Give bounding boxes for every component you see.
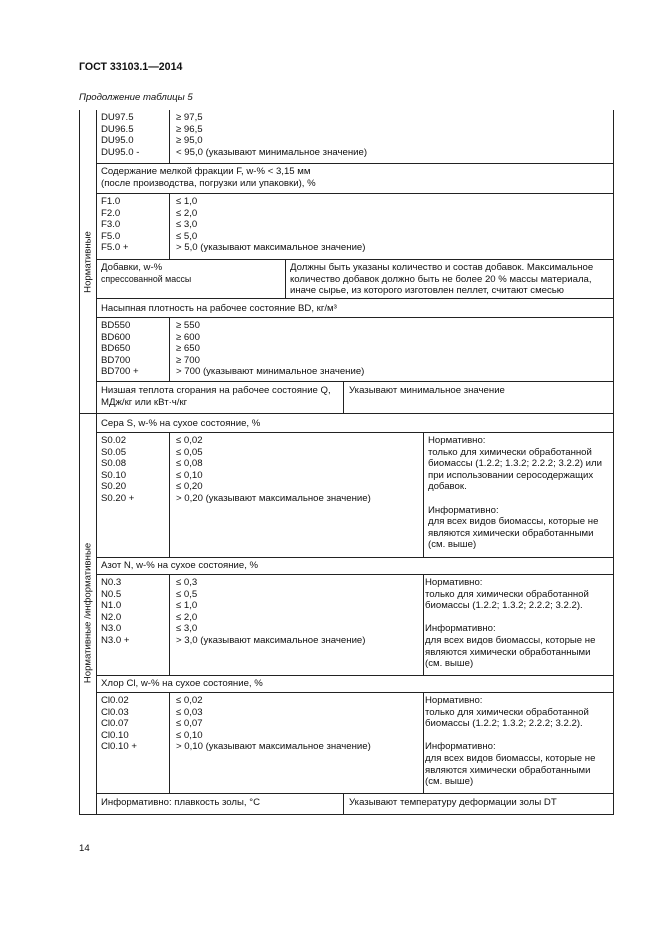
chlorine-value: ≤ 0,03 <box>176 706 203 718</box>
chlorine-note <box>425 695 595 788</box>
du-codes <box>101 112 139 158</box>
col-line <box>169 317 170 381</box>
nitrogen-code: N3.0 + <box>101 634 130 646</box>
additives-text-line: иначе сырье, из которого изготовлен пеллет, считают смесью <box>290 285 564 297</box>
col-line <box>169 432 170 557</box>
col-line <box>169 692 170 793</box>
chlorine-heading: Хлор Cl, w-% на сухое состояние, % <box>101 678 263 689</box>
du-value: ≥ 95,0 <box>176 135 203 147</box>
fines-codes <box>101 196 128 254</box>
table-border-right <box>613 110 614 815</box>
sulfur-codes <box>101 435 134 505</box>
row-line <box>96 163 613 164</box>
row-line <box>96 574 613 575</box>
side-label-normative: Нормативные <box>82 231 94 293</box>
col-line <box>169 110 170 163</box>
note-line: для всех видов биомассы, которые не <box>425 634 596 646</box>
note-line: Информативно: <box>425 741 496 753</box>
table-border-bottom <box>79 814 614 815</box>
row-line <box>96 193 613 194</box>
additives-text-line: количество добавок должно быть не более 20 % массы материала, <box>290 273 592 285</box>
sulfur-value: > 0,20 (указывают максимальное значение) <box>176 492 371 504</box>
heat-label-units: МДж/кг или кВт·ч/кг <box>101 397 188 408</box>
fines-code: F5.0 + <box>101 242 129 254</box>
note-line: Нормативно: <box>425 695 483 706</box>
fines-heading: Содержание мелкой фракции F, w-% < 3,15 мм <box>101 166 311 177</box>
sulfur-code: S0.08 <box>101 458 127 470</box>
density-code: BD550 <box>101 320 131 331</box>
du-code: DU95.0 - <box>101 146 140 158</box>
side-column-divider <box>96 110 97 815</box>
nitrogen-value: ≤ 0,5 <box>176 588 198 600</box>
fines-value: > 5,0 (указывают максимальное значение) <box>176 242 366 254</box>
row-line <box>96 692 613 693</box>
fines-heading-cont: (после производства, погрузки или упаковки), % <box>101 178 316 189</box>
du-values <box>176 112 367 158</box>
note-line: (см. выше) <box>425 658 474 670</box>
note-line: (см. выше) <box>428 539 477 551</box>
col-line <box>285 259 286 298</box>
row-line <box>96 298 613 299</box>
nitrogen-heading: Азот N, w-% на сухое состояние, % <box>101 560 259 571</box>
chlorine-value: ≤ 0,07 <box>176 718 203 730</box>
additives-label-sub: спрессованной массы <box>101 274 192 284</box>
chlorine-value: > 0,10 (указывают максимальное значение) <box>176 741 371 753</box>
note-line: добавок. <box>428 481 467 493</box>
du-value: ≥ 96,5 <box>176 123 203 135</box>
nitrogen-value: ≤ 0,3 <box>176 577 198 588</box>
sulfur-value: ≤ 0,05 <box>176 446 203 458</box>
chlorine-code: Cl0.10 <box>101 729 129 741</box>
density-value: ≥ 650 <box>176 343 200 355</box>
du-code: DU95.0 <box>101 135 134 147</box>
du-value: < 95,0 (указывают минимальное значение) <box>176 146 368 158</box>
chlorine-code: Cl0.10 + <box>101 741 137 753</box>
sulfur-heading: Сера S, w-% на сухое состояние, % <box>101 418 261 429</box>
ash-text: Указывают температуру деформации золы DT <box>349 797 557 808</box>
fines-value: ≤ 1,0 <box>176 196 198 207</box>
document-title: ГОСТ 33103.1—2014 <box>79 61 183 73</box>
note-line: биомассы (1.2.2; 1.3.2; 2.2.2; 3.2.2) или <box>428 458 602 470</box>
nitrogen-value: > 3,0 (указывают максимальное значение) <box>176 634 366 646</box>
chlorine-code: Cl0.07 <box>101 718 129 730</box>
sulfur-code: S0.20 + <box>101 492 135 504</box>
density-value: ≥ 600 <box>176 331 200 343</box>
additives-text-line: Должны быть указаны количество и состав добавок. Максимальное <box>290 262 594 273</box>
note-line: при использовании серосодержащих <box>428 469 594 481</box>
note-line: только для химически обработанной <box>425 706 589 718</box>
sulfur-value: ≤ 0,20 <box>176 481 203 493</box>
nitrogen-value: ≤ 1,0 <box>176 600 198 612</box>
du-value: ≥ 97,5 <box>176 112 203 123</box>
heat-label: Низшая теплота сгорания на рабочее состояние Q, <box>101 385 331 396</box>
row-line <box>96 675 613 676</box>
note-line: (см. выше) <box>425 776 474 788</box>
table-caption: Продолжение таблицы 5 <box>79 92 193 103</box>
note-line: Нормативно: <box>425 577 483 588</box>
nitrogen-code: N3.0 <box>101 623 122 635</box>
fines-code: F3.0 <box>101 219 121 231</box>
ash-label: Информативно: плавкость золы, °С <box>101 797 261 808</box>
chlorine-value: ≤ 0,10 <box>176 729 203 741</box>
sulfur-value: ≤ 0,02 <box>176 435 203 446</box>
chlorine-value: ≤ 0,02 <box>176 695 203 706</box>
heat-text: Указывают минимальное значение <box>349 385 505 396</box>
sulfur-note <box>428 435 602 551</box>
fines-value: ≤ 5,0 <box>176 230 198 242</box>
nitrogen-note <box>425 577 595 670</box>
chlorine-code: Cl0.02 <box>101 695 129 706</box>
density-code: BD700 + <box>101 366 139 378</box>
sulfur-code: S0.02 <box>101 435 127 446</box>
note-line: Информативно: <box>428 504 499 516</box>
section-divider <box>79 413 614 414</box>
du-code: DU97.5 <box>101 112 134 123</box>
nitrogen-codes <box>101 577 130 647</box>
nitrogen-code: N2.0 <box>101 611 122 623</box>
additives-label: Добавки, w-% <box>101 262 163 273</box>
note-line <box>425 612 595 624</box>
fines-value: ≤ 2,0 <box>176 207 198 219</box>
fines-code: F5.0 <box>101 230 121 242</box>
row-line <box>96 381 613 382</box>
nitrogen-value: ≤ 2,0 <box>176 611 198 623</box>
note-line: Информативно: <box>425 623 496 635</box>
row-line <box>96 259 613 260</box>
nitrogen-code: N0.5 <box>101 588 122 600</box>
col-line <box>169 193 170 259</box>
chlorine-values <box>176 695 371 753</box>
sulfur-code: S0.20 <box>101 481 127 493</box>
col-line <box>423 574 424 675</box>
note-line <box>425 730 595 742</box>
note-line: являются химически обработанными <box>428 527 594 539</box>
density-code: BD650 <box>101 343 131 355</box>
sulfur-values <box>176 435 371 505</box>
nitrogen-values <box>176 577 365 647</box>
note-line <box>428 493 602 505</box>
row-line <box>96 793 613 794</box>
fines-code: F2.0 <box>101 207 121 219</box>
col-line <box>423 692 424 793</box>
density-value: > 700 (указывают минимальное значение) <box>176 366 365 378</box>
note-line: являются химически обработанными <box>425 764 591 776</box>
chlorine-code: Cl0.03 <box>101 706 129 718</box>
row-line <box>96 317 613 318</box>
additives-text <box>290 262 593 297</box>
col-line <box>343 381 344 413</box>
note-line: только для химически обработанной <box>425 588 589 600</box>
du-code: DU96.5 <box>101 123 134 135</box>
fines-value: ≤ 3,0 <box>176 219 198 231</box>
side-label-normative-informative: Нормативные /информативные <box>82 542 94 684</box>
col-line <box>169 574 170 675</box>
note-line: биомассы (1.2.2; 1.3.2; 2.2.2; 3.2.2). <box>425 600 583 612</box>
density-code: BD600 <box>101 331 131 343</box>
density-value: ≥ 700 <box>176 354 200 366</box>
sulfur-code: S0.05 <box>101 446 127 458</box>
note-line: для всех видов биомассы, которые не <box>428 516 599 528</box>
note-line: являются химически обработанными <box>425 646 591 658</box>
density-codes <box>101 320 139 378</box>
density-code: BD700 <box>101 354 131 366</box>
sulfur-code: S0.10 <box>101 469 127 481</box>
note-line: для всех видов биомассы, которые не <box>425 752 596 764</box>
density-value: ≥ 550 <box>176 320 200 331</box>
row-line <box>96 557 613 558</box>
density-values <box>176 320 364 378</box>
table-border-left <box>79 110 80 815</box>
note-line: Нормативно: <box>428 435 486 446</box>
sulfur-value: ≤ 0,10 <box>176 469 203 481</box>
col-line <box>423 432 424 557</box>
density-heading: Насыпная плотность на рабочее состояние BD, кг/м³ <box>101 303 337 314</box>
note-line: биомассы (1.2.2; 1.3.2; 2.2.2; 3.2.2). <box>425 718 583 730</box>
fines-code: F1.0 <box>101 196 121 207</box>
chlorine-codes <box>101 695 137 753</box>
col-line <box>343 793 344 814</box>
page-number: 14 <box>79 843 90 854</box>
nitrogen-code: N1.0 <box>101 600 122 612</box>
fines-values <box>176 196 365 254</box>
note-line: только для химически обработанной <box>428 446 592 458</box>
sulfur-value: ≤ 0,08 <box>176 458 203 470</box>
nitrogen-value: ≤ 3,0 <box>176 623 198 635</box>
nitrogen-code: N0.3 <box>101 577 122 588</box>
row-line <box>96 432 613 433</box>
